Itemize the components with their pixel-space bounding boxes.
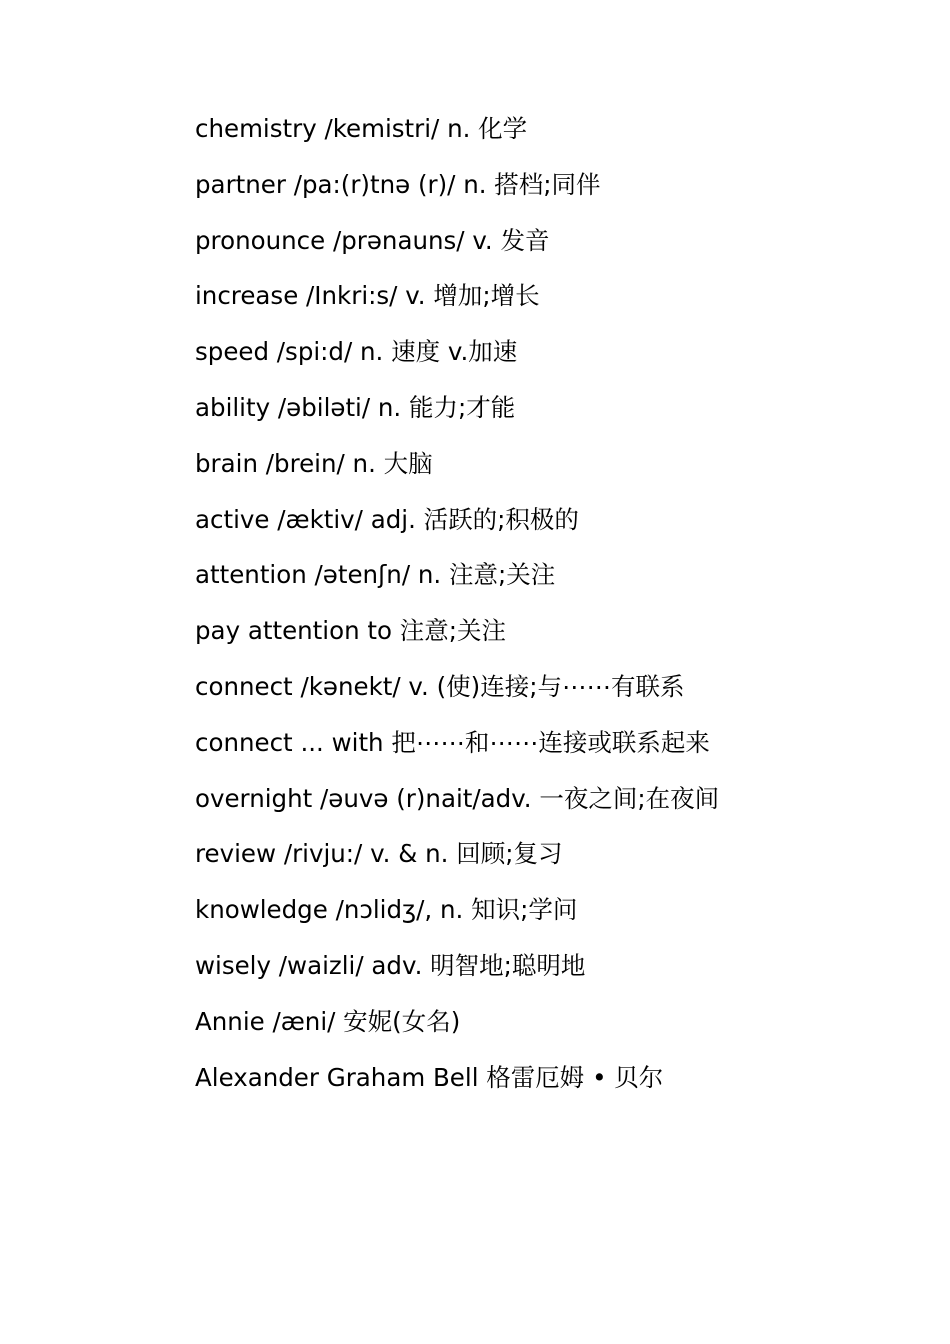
vocab-entry-ability: ability /əbiləti/ n. 能力;才能 bbox=[195, 392, 516, 422]
vocab-entry-annie: Annie /æni/ 安妮(女名) bbox=[195, 1006, 461, 1036]
vocab-entry-pay-attention-to: pay attention to 注意;关注 bbox=[195, 616, 507, 646]
vocab-entry-partner: partner /pa:(r)tnə (r)/ n. 搭档;同伴 bbox=[195, 169, 601, 199]
vocab-entry-pronounce: pronounce /prənauns/ v. 发音 bbox=[195, 225, 550, 255]
vocab-entry-attention: attention /ətenʃn/ n. 注意;关注 bbox=[195, 560, 556, 590]
vocabulary-list bbox=[195, 108, 895, 1112]
vocab-entry-increase: increase /Inkri:s/ v. 增加;增长 bbox=[195, 281, 540, 311]
vocab-entry-wisely: wisely /waizli/ adv. 明智地;聪明地 bbox=[195, 950, 586, 980]
vocab-entry-overnight: overnight /əuvə (r)nait/adv. 一夜之间;在夜间 bbox=[195, 783, 720, 813]
vocab-entry-connect-with: connect ... with 把⋯⋯和⋯⋯连接或联系起来 bbox=[195, 727, 710, 757]
vocab-entry-speed: speed /spi:d/ n. 速度 v.加速 bbox=[195, 337, 518, 367]
vocab-entry-brain: brain /brein/ n. 大脑 bbox=[195, 448, 433, 478]
vocab-entry-alexander-graham-bell: Alexander Graham Bell 格雷厄姆 • 贝尔 bbox=[195, 1062, 664, 1092]
vocab-entry-chemistry: chemistry /kemistri/ n. 化学 bbox=[195, 114, 528, 143]
vocab-entry-review: review /rivju:/ v. & n. 回顾;复习 bbox=[195, 839, 563, 869]
vocab-entry-knowledge: knowledge /nɔlidʒ/, n. 知识;学问 bbox=[195, 895, 578, 925]
vocab-entry-active: active /æktiv/ adj. 活跃的;积极的 bbox=[195, 504, 579, 534]
vocab-entry-connect: connect /kənekt/ v. (使)连接;与⋯⋯有联系 bbox=[195, 671, 685, 701]
